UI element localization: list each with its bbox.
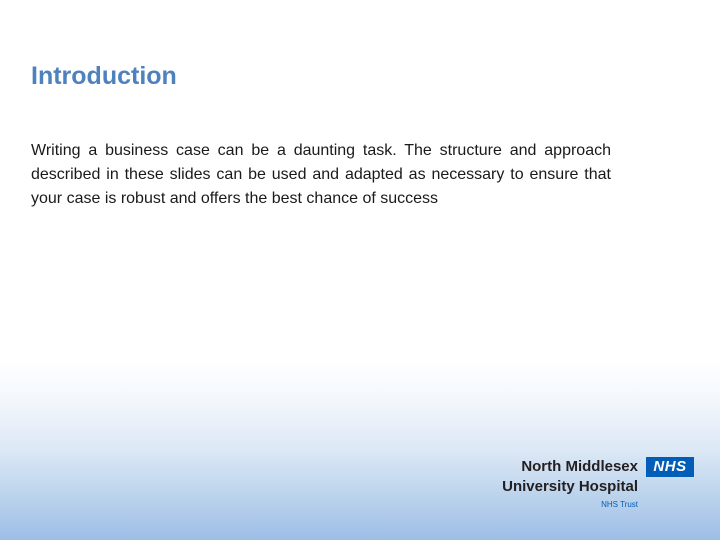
slide-title: Introduction bbox=[31, 62, 177, 90]
logo-trust-label: NHS Trust bbox=[601, 500, 638, 509]
logo-org-name-line2: University Hospital bbox=[502, 478, 638, 495]
logo-org-name-line1: North Middlesex bbox=[521, 458, 638, 475]
slide-body-text: Writing a business case can be a daunting task. The structure and approach described in these slides can be used and adapted as necessary to ensure that your case is robust and offers the best chance of success bbox=[31, 142, 611, 207]
nhs-trust-logo bbox=[496, 456, 696, 512]
nhs-logo-icon: NHS bbox=[646, 457, 694, 477]
